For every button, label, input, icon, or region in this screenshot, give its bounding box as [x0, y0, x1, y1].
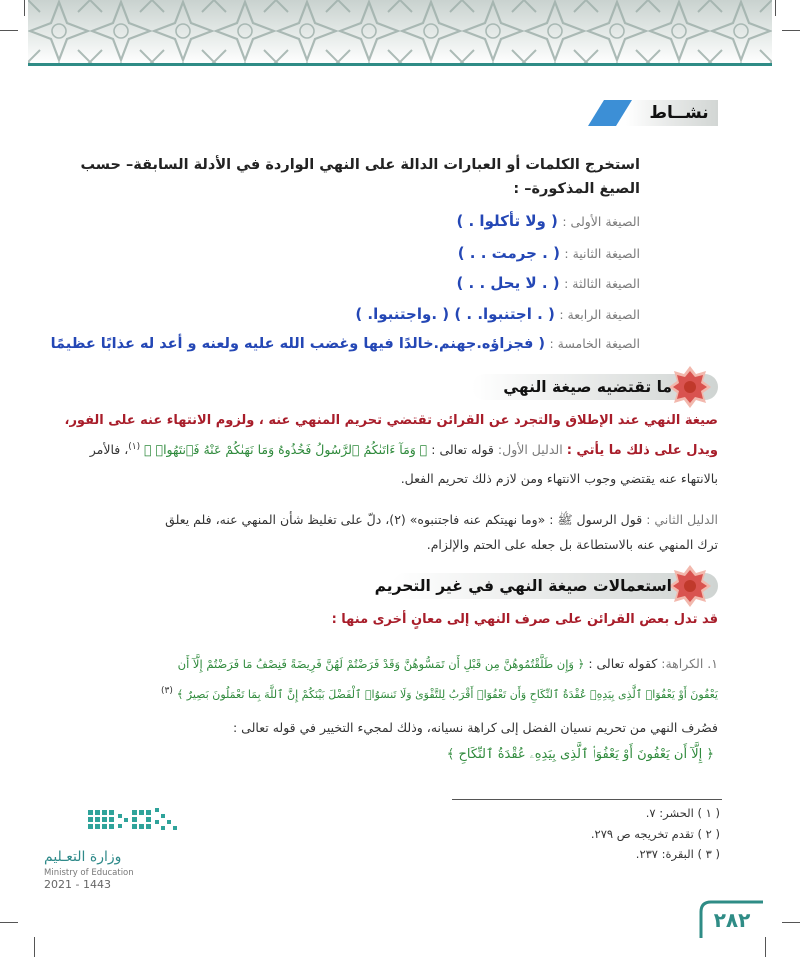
crop-mark	[782, 30, 800, 31]
form-row-3	[456, 274, 640, 292]
evidence-intro: ويدل على ذلك ما يأتي :	[566, 443, 718, 459]
footnote-ref: (١)	[128, 442, 141, 452]
evidence-1-lead: قوله تعالى :	[431, 442, 494, 458]
form-label: الصيغة الأولى :	[562, 214, 640, 229]
form-answer: ( فجزاؤه.جهنم.خالدًا فيها وغضب الله عليه ولعنه و أعد له عذابًا عظيمًا	[50, 336, 546, 352]
item-1-explanation: فصُرف النهي من تحريم نسيان الفضل إلى كراهة نسيانه، وذلك لمجيء التخيير في قوله تعالى :	[232, 720, 718, 735]
item-1-label: ١. الكراهة:	[661, 656, 718, 671]
crop-mark	[782, 922, 800, 923]
evidence-2-label: الدليل الثاني :	[646, 512, 718, 527]
form-answer: ( ولا تأكلوا . )	[456, 212, 558, 230]
evidence-1-tail: ، فالأمر	[89, 442, 129, 458]
octagram-star-icon	[668, 564, 712, 608]
ministry-year: 2021 - 1443	[44, 878, 111, 891]
item-1-verse-c-line	[447, 746, 714, 762]
footnote-ref: (٣)	[160, 686, 173, 696]
instruction-line-1: استخرج الكلمات أو العبارات الدالة على النهي الواردة في الأدلة السابقة– حسب	[80, 157, 640, 173]
instruction-line-2: الصيغ المذكورة– :	[513, 181, 640, 197]
item-1-line-2	[161, 686, 718, 701]
page-number: ٢٨٢	[713, 908, 751, 932]
item-1-line-1	[178, 656, 718, 671]
evidence-2-text: قول الرسول ﷺ : «وما نهيتكم عنه فاجتنبوه» (٢)، دلّ على تغليظ شأن المنهي عنه، فلم يعلق	[165, 512, 643, 527]
evidence-2-line	[165, 512, 718, 531]
form-label: الصيغة الثانية :	[564, 246, 640, 261]
crop-mark	[24, 0, 25, 16]
ministry-logo-icon	[88, 806, 180, 840]
geometric-pattern-icon	[28, 0, 772, 64]
form-label: الصيغة الخامسة :	[549, 336, 640, 351]
rule-statement: صيغة النهي عند الإطلاق والتجرد عن القرائن تقتضي تحريم المنهي عنه ، ولزوم الانتهاء عنه على الفور،	[64, 413, 718, 428]
form-answer: ( . جرمت . . )	[457, 244, 560, 262]
crop-mark	[775, 0, 776, 16]
footnote-divider	[452, 799, 722, 800]
evidence-1-verse: ﴿ وَمَآ ءَاتَىٰكُمُ ٱلرَّسُولُ فَخُذُوهُ وَمَا نَهَىٰكُمْ عَنْهُ فَٱنتَهُوا۟ ﴾	[144, 442, 428, 458]
form-answer: ( . لا يحل . . )	[456, 274, 560, 292]
form-label: الصيغة الثالثة :	[564, 276, 640, 291]
section-title: ما تقتضيه صيغة النهي	[503, 378, 672, 396]
form-row-1	[456, 212, 640, 230]
evidence-1-line	[90, 442, 718, 458]
footnote-2: ( ٢ ) تقدم تخريجه ص ٢٧٩.	[590, 827, 720, 841]
evidence-1-label: الدليل الأول:	[497, 442, 563, 458]
item-1-verse-a: ﴿ وَإِن طَلَّقْتُمُوهُنَّ مِن قَبْلِ أَن تَمَسُّوهُنَّ وَقَدْ فَرَضْتُمْ لَهُنَّ فَرِيضَةً فَنِصْفُ مَا فَرَضْتُمْ إِلَّآ أَن	[177, 657, 585, 671]
form-row-2	[458, 244, 640, 262]
ministry-name-english: Ministry of Education	[44, 868, 134, 878]
item-1-lead: كقوله تعالى :	[588, 656, 658, 671]
item-1-verse-b: يَعْفُونَ أَوْ يَعْفُوَا۟ ٱلَّذِى بِيَدِهِۦ عُقْدَةُ ٱلنِّكَاحِ وَأَن تَعْفُوٓا۟ أَقْرَبُ لِلتَّقْوَىٰ وَلَا تَنسَوُا۟ ٱلْفَضْلَ بَيْنَكُمْ إِنَّ ٱللَّهَ بِمَا تَعْمَلُونَ بَصِيرٌ ﴾	[176, 688, 718, 702]
header-pattern-band	[28, 0, 772, 64]
form-row-5	[51, 336, 640, 352]
activity-label: نشــاط	[649, 103, 709, 123]
section-heading-2	[374, 573, 718, 599]
crop-mark	[0, 922, 18, 923]
crop-mark	[765, 937, 766, 957]
crop-mark	[0, 30, 18, 31]
item-1-verse-c: ﴿ إِلَّآ أَن يَعْفُونَ أَوْ يَعْفُوَا۟ ٱلَّذِى بِيَدِهِۦ عُقْدَةُ ٱلنِّكَاحِ ﴾	[446, 747, 714, 762]
ministry-name-arabic: وزارة التعـليم	[44, 849, 122, 865]
crop-mark	[34, 937, 35, 957]
evidence-2-continuation: ترك المنهي عنه بالاستطاعة بل جعله على الحتم والإلزام.	[426, 537, 718, 552]
footnote-1: ( ١ ) الحشر: ٧.	[645, 806, 720, 820]
section-title: استعمالات صيغة النهي في غير التحريم	[374, 577, 672, 595]
section-heading-1	[458, 374, 718, 400]
footnote-3: ( ٣ ) البقرة: ٢٣٧.	[635, 847, 720, 861]
form-answer: ( . اجتنبوا. . ) ( .واجتنبوا. )	[355, 305, 555, 323]
evidence-1-continuation: بالانتهاء عنه يقتضي وجوب الانتهاء ومن لازم ذلك تحريم الفعل.	[400, 471, 718, 486]
section-2-intro: قد تدل بعض القرائن على صرف النهي إلى معانٍ أخرى منها :	[331, 612, 718, 627]
header-teal-rule	[28, 63, 772, 66]
form-row-4	[355, 305, 640, 323]
form-label: الصيغة الرابعة :	[559, 307, 640, 322]
octagram-star-icon	[668, 365, 712, 409]
